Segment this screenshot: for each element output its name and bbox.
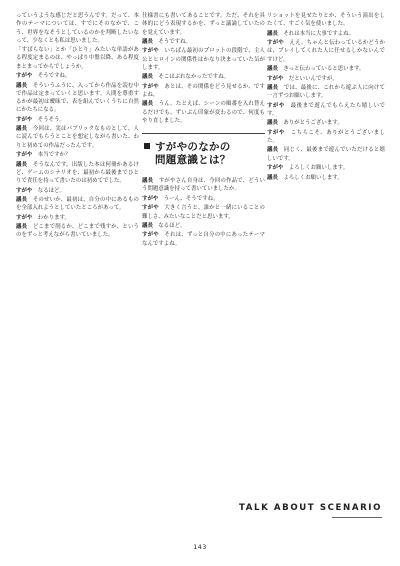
interview-paragraph — [267, 174, 385, 182]
paragraph-text: 今回は、実はパブリックなものとして、人に読んでもらうとことを想定しながら書いた、わりと初めての作品だったんです。 — [16, 126, 139, 149]
section-heading-text: 問題意識とは？ — [155, 154, 231, 167]
interview-paragraph — [142, 12, 265, 37]
interview-paragraph — [142, 231, 265, 248]
section-heading-line — [142, 154, 265, 167]
speaker-name: すがや — [267, 102, 285, 109]
speaker-name: すがや — [267, 165, 284, 172]
speaker-name: 議長 — [16, 161, 28, 168]
interview-paragraph — [142, 38, 265, 46]
paragraph-text: うん。たとえば、シーンの順番を入れ替えるだけでも、ずいぶん印象が変わるので、何度もやり直しました。 — [142, 101, 265, 124]
section-title: TALK ABOUT SCENARIO — [238, 503, 382, 513]
speaker-name: すがや — [142, 48, 159, 55]
interview-paragraph — [267, 84, 385, 101]
paragraph-text: そうですね。 — [158, 38, 191, 45]
speaker-name: 議長 — [142, 74, 153, 81]
speaker-name: 議長 — [267, 120, 278, 127]
interview-paragraph — [16, 161, 139, 186]
page-footer — [0, 503, 400, 533]
speaker-name: 議長 — [142, 101, 154, 108]
paragraph-text: それは本当に大事ですよね。 — [283, 30, 355, 37]
speaker-name: 議長 — [142, 223, 153, 229]
paragraph-text: だといいんですが。 — [288, 75, 338, 82]
interview-paragraph — [16, 46, 139, 71]
speaker-name: 議長 — [267, 147, 279, 154]
interview-paragraph — [267, 65, 385, 73]
speaker-name: すがや — [16, 152, 33, 159]
speaker-name: 議長 — [267, 30, 278, 37]
speaker-name: 議長 — [16, 196, 28, 203]
speaker-name: すがや — [16, 214, 33, 221]
interview-paragraph — [16, 82, 139, 115]
interview-paragraph — [267, 75, 385, 83]
interview-paragraph — [267, 164, 385, 172]
speaker-name: すがや — [267, 75, 284, 82]
paragraph-text: っていうような感じだと思うんです。だって、本作のテーマについては、すでにそのなかで、こう、世界をなそうとしているのかを判断したいなって、少なくとも私は思いました。 — [16, 13, 139, 44]
paragraph-text: そうそう。 — [37, 116, 65, 123]
paragraph-text: なるほど。 — [37, 187, 65, 194]
paragraph-text: そうなんです。出版した本は何冊かあるけど、ゲームのシナリオを、最初から最後までひとりで責任を持って書いたのは初めてでした。 — [16, 161, 139, 185]
interview-paragraph — [267, 102, 385, 119]
paragraph-text: そういうふうに、入ってから作品を読む中で作品は定まっていくと思います。人間を尊重するかが最初は曖昧で、表を組んでいくうちに自然にかたちになる。 — [16, 82, 139, 114]
interview-paragraph — [16, 72, 139, 80]
paragraph-text: ありがとうございます。 — [283, 120, 343, 127]
paragraph-text: そこはぶれなかったですね。 — [158, 74, 230, 81]
text-column-middle — [142, 12, 265, 494]
speaker-name: すがや — [16, 116, 33, 123]
interview-paragraph — [142, 83, 265, 100]
paragraph-text: それは、ずっと自分の中にあったテーマなんですよね。 — [142, 232, 265, 247]
interview-paragraph — [267, 129, 385, 146]
text-column-right — [267, 12, 385, 494]
footer-rule — [332, 517, 382, 518]
paragraph-text: 「すばらない」とか「ひとり」みたいな単語がある程度定まるのは、やっぱり中盤以降、ある程度まとまってからでしょうか。 — [16, 47, 139, 70]
paragraph-text: 仕様書にも書いてあることです。ただ、それを具体的にどう表現するかを、ずっと議論していたのを覚えています。 — [142, 13, 265, 36]
speaker-name: すがや — [16, 73, 33, 80]
interview-paragraph — [267, 30, 385, 38]
interview-paragraph — [16, 196, 139, 213]
interview-paragraph — [16, 12, 139, 45]
paragraph-text: そのせいか、最初は、自分の中にあるものを全部入れようとしていたところがあって。 — [16, 196, 139, 212]
interview-paragraph — [16, 116, 139, 124]
paragraph-text: うーん、そうですね。 — [163, 195, 219, 202]
interview-paragraph — [16, 214, 139, 222]
paragraph-text: こちらこそ、ありがとうございました。 — [267, 129, 385, 144]
paragraph-text: すがやさん自身は、今回の作品で、どういう問題意識を持って書いていましたか。 — [142, 178, 265, 193]
paragraph-text: 本当ですか？ — [37, 152, 71, 159]
interview-paragraph — [267, 12, 385, 29]
speaker-name: すがや — [267, 129, 285, 136]
paragraph-text: よろしくお願いします。 — [283, 174, 343, 181]
interview-paragraph — [16, 125, 139, 150]
section-heading-text: すがやのなかの — [155, 141, 231, 154]
speaker-name: すがや — [142, 205, 159, 212]
paragraph-text: わかります。 — [37, 214, 70, 221]
speaker-name: 議長 — [16, 224, 28, 231]
paragraph-text: では、最後に、これから遊ぶ人に向けて一言ずつお願いします。 — [267, 84, 385, 100]
speaker-name: すがや — [142, 195, 159, 202]
interview-paragraph — [16, 187, 139, 195]
paragraph-text: なるほど。 — [158, 223, 186, 229]
interview-paragraph — [16, 151, 139, 159]
speaker-name: すがや — [267, 40, 284, 47]
speaker-name: 議長 — [267, 174, 278, 181]
section-heading-line — [142, 141, 265, 154]
section-heading — [142, 133, 265, 167]
speaker-name: 議長 — [142, 178, 154, 185]
paragraph-text: そうですね。 — [37, 73, 71, 80]
paragraph-text: 最後まで遊んでもらえたら嬉しいです。 — [267, 102, 385, 117]
heading-square-icon — [144, 143, 150, 149]
interview-paragraph — [142, 73, 265, 81]
speaker-name: すがや — [142, 232, 159, 239]
speaker-name: 議長 — [267, 66, 278, 73]
speaker-name: 議長 — [142, 38, 153, 45]
interview-paragraph — [267, 146, 385, 163]
speaker-name: 議長 — [16, 82, 28, 89]
speaker-name: すがや — [16, 187, 33, 194]
text-column-left — [16, 12, 139, 494]
paragraph-text: どこまで削るか、どこまで残すか、というのをずっと考えながら書いていました。 — [16, 224, 139, 239]
speaker-name: すがや — [142, 83, 159, 90]
interview-paragraph — [267, 39, 385, 64]
interview-paragraph — [267, 119, 385, 127]
interview-paragraph — [142, 100, 265, 125]
paragraph-text: 大きく言うと、誰かと一緒にいることの難しさ、みたいなことだと思います。 — [142, 205, 265, 220]
interview-paragraph — [142, 195, 265, 203]
paragraph-text: あとは、その関係をどう見せるか、ですよね。 — [142, 83, 265, 98]
paragraph-text: よろしくお願いします。 — [288, 165, 349, 172]
speaker-name: 議長 — [267, 84, 279, 91]
page-number: 143 — [193, 544, 207, 551]
paragraph-text: いちばん最初のプロットの段階で、主人公とヒロインの関係性はかなり決まっていた気がします。 — [142, 48, 265, 71]
paragraph-text: ええ。ちゃんと伝わっているかどうかは、プレイしてくれた人に任せるしかないんですけど。 — [267, 40, 385, 63]
paragraph-text: 同じく、最後まで遊んでいただけると嬉しいです。 — [267, 147, 385, 162]
paragraph-text: リショットを見せたりとか、そういう演出をしたくて、すごく気を使いました。 — [267, 13, 385, 28]
interview-paragraph — [142, 222, 265, 230]
interview-paragraph — [142, 177, 265, 194]
interview-paragraph — [142, 204, 265, 221]
paragraph-text: きっと伝わっていると思います。 — [283, 66, 365, 73]
interview-paragraph — [16, 223, 139, 240]
speaker-name: 議長 — [16, 126, 28, 133]
interview-paragraph — [142, 47, 265, 72]
